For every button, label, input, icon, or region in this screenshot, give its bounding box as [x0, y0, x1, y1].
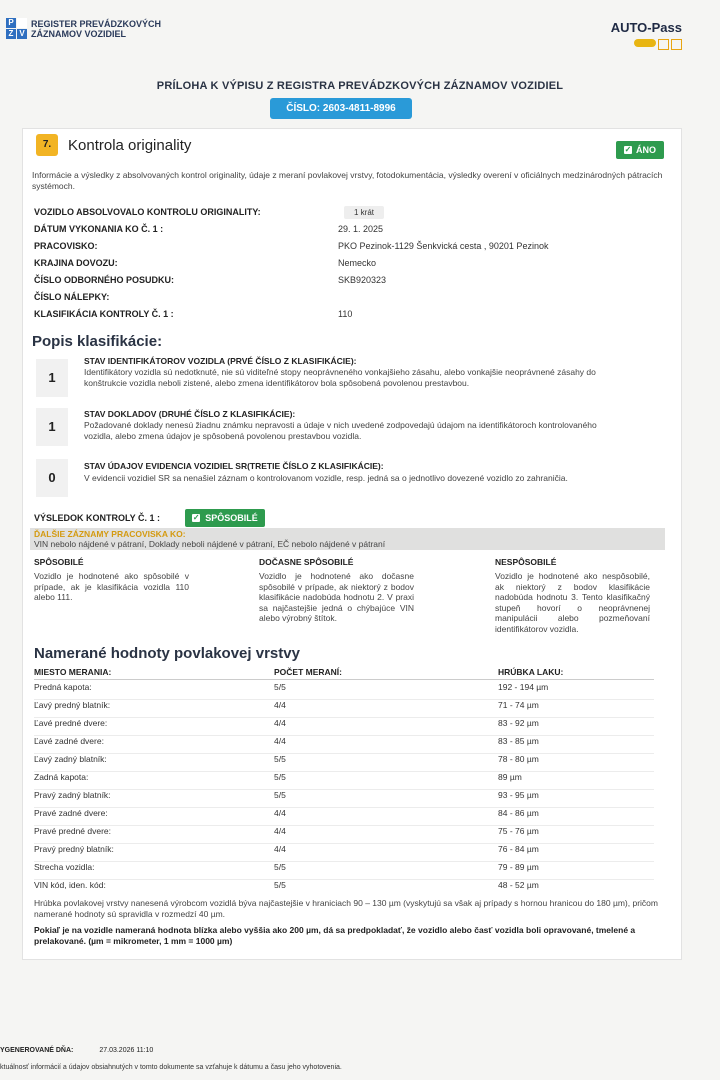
section-intro: Informácie a výsledky z absolvovaných kontrol originality, údaje z meraní povlakovej vrstvy, fotodokumentácia, výsledky overení v oficiálnych medzinárodných pátracích systémoch.: [32, 170, 663, 191]
classification-text: Požadované doklady nenesú žiadnu známku nepravosti a údaje v nich uvedené zodpovedajú údajom na identifikátoroch kontrolovaného vozidla, alebo zmena údajov je spôsobená povolenou prestavbou vozidla.: [84, 420, 597, 441]
info-label: DÁTUM VYKONANIA KO Č. 1 :: [34, 224, 164, 234]
info-label: ČÍSLO ODBORNÉHO POSUDKU:: [34, 275, 175, 285]
check-icon: ✓: [192, 513, 200, 522]
check-icon: ✓: [624, 145, 632, 154]
measurements-table-header: [34, 667, 654, 680]
classification-title: STAV ÚDAJOV EVIDENCIA VOZIDIEL SR(TRETIE ČÍSLO Z KLASIFIKÁCIE):: [84, 461, 384, 471]
cell-thickness: 83 - 85 µm: [498, 736, 539, 746]
cell-thickness: 48 - 52 µm: [498, 880, 539, 890]
measurements-heading: Namerané hodnoty povlakovej vrstvy: [34, 645, 300, 662]
generated-value: 27.03.2026 11:10: [99, 1047, 154, 1054]
cell-count: 4/4: [274, 718, 286, 728]
table-row: [34, 772, 654, 790]
dalsie-zaznamy: [30, 528, 665, 550]
generated-info: [0, 1047, 153, 1054]
cell-thickness: 71 - 74 µm: [498, 700, 539, 710]
sposobile-badge: [185, 509, 265, 527]
table-row: [34, 736, 654, 754]
category-title: DOČASNE SPÔSOBILÉ: [259, 557, 354, 567]
dalsie-text: VIN nebolo nájdené v pátraní, Doklady neboli nájdené v pátraní, EČ nebolo nájdené v pátraní: [34, 539, 386, 549]
autopass-brand: [611, 20, 682, 50]
cell-location: Strecha vozidla:: [34, 862, 95, 872]
category-sposobile: [34, 557, 189, 603]
table-row: [34, 880, 654, 897]
cell-count: 5/5: [274, 772, 286, 782]
logo-letter: P: [6, 18, 16, 28]
table-row: [34, 790, 654, 808]
category-nesposobile: [495, 557, 650, 634]
table-row: [34, 808, 654, 826]
section-title: Kontrola originality: [68, 137, 192, 154]
cell-count: 4/4: [274, 844, 286, 854]
table-row: [34, 700, 654, 718]
cell-location: Ľavé zadné dvere:: [34, 736, 104, 746]
cell-count: 4/4: [274, 826, 286, 836]
logo-line1: REGISTER PREVÁDZKOVÝCH: [31, 18, 162, 29]
info-value: 29. 1. 2025: [338, 224, 384, 234]
sposobile-label: SPÔSOBILÉ: [205, 513, 258, 523]
category-text: Vozidlo je hodnotené ako spôsobilé v prípade, ak je klasifikácia vozidla 110 alebo 111.: [34, 571, 189, 602]
header-hrubka: HRÚBKA LAKU:: [498, 667, 564, 677]
cell-location: Predná kapota:: [34, 682, 92, 692]
classification-value: 1: [36, 408, 68, 446]
cell-location: Ľavý zadný blatník:: [34, 754, 107, 764]
header-miesto: MIESTO MERANIA:: [34, 667, 112, 677]
cell-thickness: 84 - 86 µm: [498, 808, 539, 818]
table-row: [34, 754, 654, 772]
logo-line2: ZÁZNAMOV VOZIDIEL: [31, 28, 126, 39]
info-value: Nemecko: [338, 258, 377, 268]
cell-count: 4/4: [274, 736, 286, 746]
classification-value: 1: [36, 359, 68, 397]
document-icon: [671, 39, 682, 50]
cell-count: 4/4: [274, 808, 286, 818]
logo-letter: Z: [6, 29, 16, 39]
cell-thickness: 76 - 84 µm: [498, 844, 539, 854]
table-row: [34, 826, 654, 844]
generated-label: YGENEROVANÉ DŇA:: [0, 1047, 74, 1054]
popis-heading: Popis klasifikácie:: [32, 333, 163, 350]
cell-thickness: 79 - 89 µm: [498, 862, 539, 872]
info-value: 1 krát: [344, 206, 384, 219]
info-label: ČÍSLO NÁLEPKY:: [34, 292, 110, 302]
cell-location: Pravé predné dvere:: [34, 826, 112, 836]
logo-blank: [17, 18, 27, 28]
brand-name: AUTO-Pass: [610, 20, 682, 35]
classification-title: STAV DOKLADOV (DRUHÉ ČÍSLO Z KLASIFIKÁCIE):: [84, 409, 296, 419]
logo-icon: [6, 18, 27, 39]
info-label: KRAJINA DOVOZU:: [34, 258, 118, 268]
logo-letter: V: [17, 29, 27, 39]
checkbox-icon: [658, 39, 669, 50]
page-title: PRÍLOHA K VÝPISU Z REGISTRA PREVÁDZKOVÝCH ZÁZNAMOV VOZIDIEL: [156, 80, 564, 92]
cell-count: 4/4: [274, 700, 286, 710]
vysledok-label: VÝSLEDOK KONTROLY Č. 1 :: [34, 513, 161, 523]
info-value: PKO Pezinok-1129 Šenkvická cesta , 90201 Pezinok: [338, 241, 549, 251]
cell-thickness: 83 - 92 µm: [498, 718, 539, 728]
dalsie-title: ĎALŠIE ZÁZNAMY PRACOVISKA KO:: [34, 529, 186, 539]
cell-count: 5/5: [274, 682, 286, 692]
cell-count: 5/5: [274, 862, 286, 872]
classification-title: STAV IDENTIFIKÁTOROV VOZIDLA (PRVÉ ČÍSLO Z KLASIFIKÁCIE):: [84, 356, 357, 366]
cell-location: Zadná kapota:: [34, 772, 89, 782]
cell-thickness: 93 - 95 µm: [498, 790, 539, 800]
table-row: [34, 844, 654, 862]
category-text: Vozidlo je hodnotené ako dočasne spôsobilé v prípade, ak niektorý z bodov klasifikácie nadobúda hodnotu 2. V praxi sa najčastejšie jedná o chýbajúce VIN alebo výrobný štítok.: [259, 571, 414, 623]
measurement-note: Hrúbka povlakovej vrstvy nanesená výrobcom vozidlá býva najčastejšie v hraniciach 90 – 130 µm (vyskytujú sa však aj prípady s hornou hranicou do 180 µm), pričom namerané hodnoty sú spravidla v rozmedzí 40 µm.: [34, 898, 658, 919]
cell-location: VIN kód, iden. kód:: [34, 880, 106, 890]
cell-location: Ľavý predný blatník:: [34, 700, 111, 710]
cell-location: Pravý predný blatník:: [34, 844, 114, 854]
ano-label: ÁNO: [636, 145, 656, 155]
info-label: KLASIFIKÁCIA KONTROLY Č. 1 :: [34, 309, 174, 319]
table-row: [34, 862, 654, 880]
classification-text: Identifikátory vozidla sú nedotknuté, nie sú viditeľné stopy neoprávneného vonkajšieho zásahu, alebo vonkajšie neoprávnené zásahy do konštrukcie vozidla neboli zistené, alebo zmena identifikátorov bola spôsobená povolenou prestavbou.: [84, 367, 596, 388]
cell-count: 5/5: [274, 880, 286, 890]
section-number: 7.: [36, 134, 58, 156]
document-number-badge: ČÍSLO: 2603-4811-8996: [270, 98, 412, 119]
measurement-warning: Pokiaľ je na vozidle nameraná hodnota blízka alebo vyššia ako 200 µm, dá sa predpokladať, že vozidlo alebo časť vozidla boli opravované, tmelené a prelakované. (µm = mikrometer, 1 mm = 1000 µm): [34, 925, 636, 946]
classification-text: V evidencii vozidiel SR sa nenašiel záznam o kontrolovanom vozidle, resp. jedná sa o jednotlivo dovezené vozidlo zo zahraničia.: [84, 473, 568, 483]
header-pocet: POČET MERANÍ:: [274, 667, 342, 677]
cell-count: 5/5: [274, 790, 286, 800]
category-title: NESPÔSOBILÉ: [495, 557, 557, 567]
cell-thickness: 89 µm: [498, 772, 522, 782]
cell-location: Ľavé predné dvere:: [34, 718, 108, 728]
cell-thickness: 78 - 80 µm: [498, 754, 539, 764]
register-logo: [6, 18, 161, 39]
cell-location: Pravý zadný blatník:: [34, 790, 111, 800]
category-text: Vozidlo je hodnotené ako nespôsobilé, ak niektorý z bodov klasifikácie nadobúda hodnotu 3. Tento klasifikačný stupeň hovorí o neoprávnenej manipulácii alebo pozmeňovaní identifikátorov vozidla.: [495, 571, 650, 634]
cell-thickness: 192 - 194 µm: [498, 682, 549, 692]
footer-disclaimer: ktuálnosť informácií a údajov obsiahnutých v tomto dokumente sa vzťahuje k dátumu a času jeho vyhotovenia.: [0, 1064, 342, 1071]
table-row: [34, 682, 654, 700]
info-value: 110: [338, 309, 353, 319]
info-label: PRACOVISKO:: [34, 241, 98, 251]
category-title: SPÔSOBILÉ: [34, 557, 84, 567]
info-value: SKB920323: [338, 275, 387, 285]
table-row: [34, 718, 654, 736]
cell-count: 5/5: [274, 754, 286, 764]
category-docasne: [259, 557, 414, 624]
info-label: VOZIDLO ABSOLVOVALO KONTROLU ORIGINALITY:: [34, 207, 261, 217]
ano-badge: [616, 141, 664, 159]
cell-thickness: 75 - 76 µm: [498, 826, 539, 836]
classification-value: 0: [36, 459, 68, 497]
key-icon: [634, 39, 656, 47]
cell-location: Pravé zadné dvere:: [34, 808, 108, 818]
